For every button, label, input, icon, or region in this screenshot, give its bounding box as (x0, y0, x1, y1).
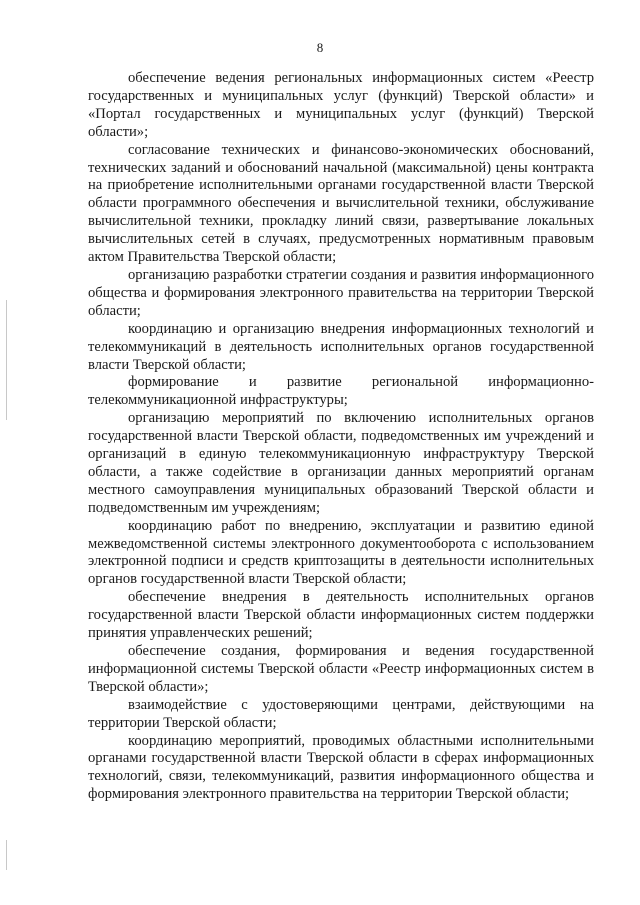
page-number: 8 (316, 40, 324, 55)
scan-edge-mark (6, 300, 7, 420)
paragraph: обеспечение создания, формирования и ведения государственной информационной системы Тверской области «Реестр информационных систем в Тверской области»; (88, 643, 594, 695)
paragraph: координацию работ по внедрению, эксплуатации и развитию единой межведомственной системы электронного документооборота с использованием электронной подписи и средств криптозащиты в деятельности исполнительных органов государственной власти Тверской области; (88, 517, 594, 588)
paragraph: обеспечение ведения региональных информационных систем «Реестр государственных и муниципальных услуг (функций) Тверской области» и «Портал государственных и муниципальных услуг (функций) Тверской области»; (88, 70, 594, 140)
body-text (88, 70, 594, 804)
paragraph: организацию разработки стратегии создания и развития информационного общества и формирования электронного правительства на территории Тверской области; (88, 266, 594, 319)
paragraph: координацию мероприятий, проводимых областными исполнительными органами государственной власти Тверской области в сферах информационных технологий, связи, телекоммуникаций, развития информационного общества и формирования электронного правительства на территории Тверской области; (88, 732, 594, 803)
paragraph: формирование и развитие региональной информационно-телекоммуникационной инфраструктуры; (88, 374, 594, 409)
paragraph: взаимодействие с удостоверяющими центрами, действующими на территории Тверской области; (88, 696, 594, 731)
paragraph: организацию мероприятий по включению исполнительных органов государственной власти Тверской области, подведомственных им учреждений и организаций в единую телекоммуникационную инфраструктуру Тверской области, а также содействие в организации данных мероприятий органам местного самоуправления муниципальных образований Тверской области и подведомственным им учреждениям; (88, 410, 594, 516)
paragraph: согласование технических и финансово-экономических обоснований, технических заданий и обоснований начальной (максимальной) цены контракта на приобретение исполнительными органами государственной власти Тверской области программного обеспечения и вычислительной техники, обслуживание вычислительной техники, прокладку линий связи, развертывание локальных вычислительных сетей в случаях, предусмотренных нормативным правовым актом Правительства Тверской области; (88, 141, 594, 266)
scan-edge-mark (6, 840, 7, 870)
paragraph: координацию и организацию внедрения информационных технологий и телекоммуникаций в деятельность исполнительных органов государственной власти Тверской области; (88, 320, 594, 373)
paragraph: обеспечение внедрения в деятельность исполнительных органов государственной власти Тверской области информационных систем поддержки принятия управленческих решений; (88, 589, 594, 642)
